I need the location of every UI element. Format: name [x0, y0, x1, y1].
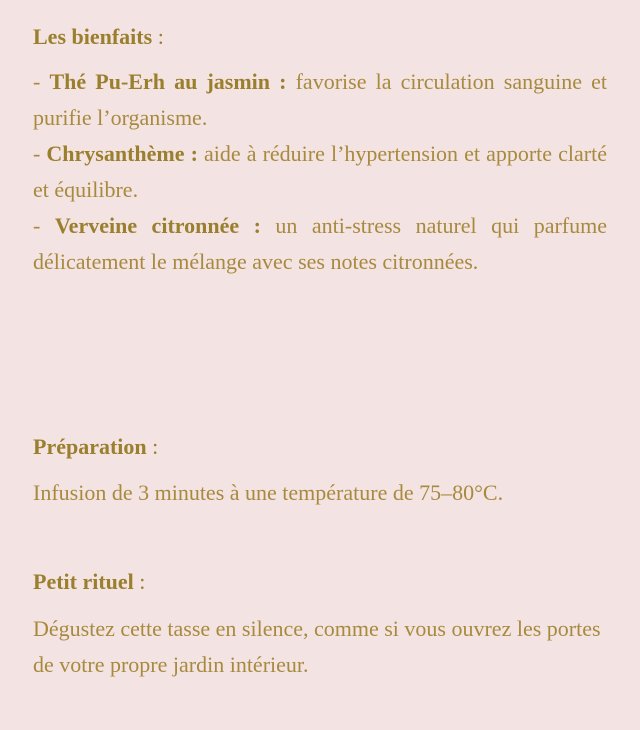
bienfaits-colon: :	[152, 24, 164, 49]
preparation-heading	[33, 434, 158, 460]
preparation-title: Préparation	[33, 434, 147, 459]
rituel-text: Dégustez cette tasse en silence, comme si vous ouvrez les portes de votre propre jardin intérieur.	[33, 616, 601, 677]
rituel-title: Petit rituel	[33, 569, 134, 594]
preparation-text: Infusion de 3 minutes à une température de 75–80°C.	[33, 480, 504, 505]
item-text: favorise la circulation sanguine et purifie l’organisme.	[33, 69, 607, 130]
item-dash: -	[33, 69, 50, 94]
rituel-heading	[33, 569, 145, 595]
preparation-colon: :	[146, 434, 159, 459]
item-name: Chrysanthème :	[46, 141, 198, 166]
bienfait-item-verveine	[33, 213, 607, 274]
bienfaits-heading	[33, 24, 164, 50]
item-name: Thé Pu-Erh au jasmin :	[49, 69, 287, 94]
item-name: Verveine citronnée :	[54, 213, 261, 238]
bienfait-item-chrysantheme	[33, 141, 607, 202]
bienfaits-list	[33, 64, 607, 280]
item-dash: -	[33, 213, 55, 238]
bienfait-item-the	[33, 69, 607, 130]
rituel-colon: :	[133, 569, 146, 594]
bienfaits-title: Les bienfaits	[33, 24, 153, 49]
item-text: aide à réduire l’hypertension et apporte clarté et équilibre.	[33, 141, 607, 202]
item-text: un anti-stress naturel qui parfume délicatement le mélange avec ses notes citronnées.	[33, 213, 607, 274]
item-dash: -	[33, 141, 47, 166]
